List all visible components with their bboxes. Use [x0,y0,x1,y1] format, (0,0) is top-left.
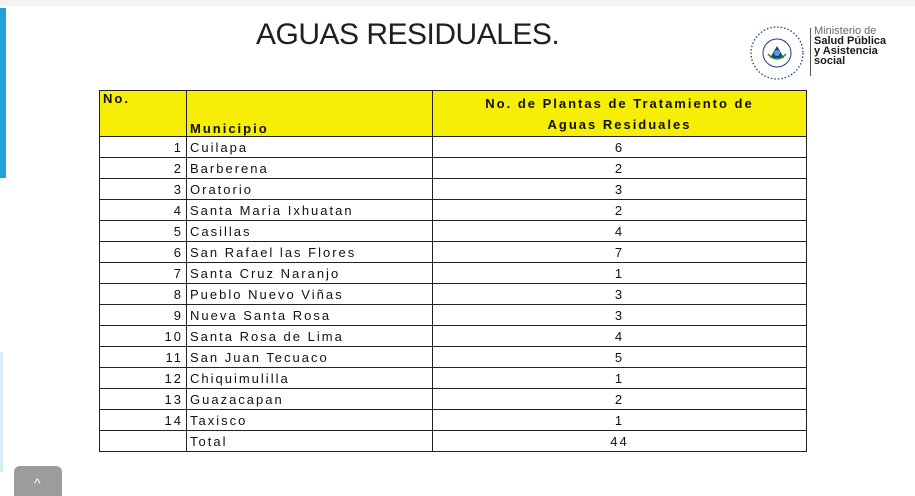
row-municipio: Oratorio [187,179,433,200]
row-municipio: San Juan Tecuaco [187,347,433,368]
row-number: 1 [100,137,187,158]
table-row [100,263,807,284]
ministry-name [814,26,886,66]
table-body [100,137,807,452]
header-plants [433,91,807,137]
table-row [100,410,807,431]
top-edge [0,0,915,6]
row-municipio: San Rafael las Flores [187,242,433,263]
row-number: 13 [100,389,187,410]
row-plant-count: 6 [433,137,807,158]
table-row [100,221,807,242]
row-number: 9 [100,305,187,326]
table-row [100,347,807,368]
ministry-line-2: Salud Pública [814,35,887,47]
row-number: 7 [100,263,187,284]
header-plants-line-1: No. de Plantas de Tratamiento de [485,95,754,111]
chevron-up-icon: ^ [34,475,41,491]
row-plant-count: 5 [433,347,807,368]
row-number: 5 [100,221,187,242]
table-row [100,137,807,158]
row-municipio: Santa Maria Ixhuatan [187,200,433,221]
total-empty-cell [100,431,187,452]
row-plant-count: 4 [433,326,807,347]
row-municipio: Guazacapan [187,389,433,410]
accent-bar [0,8,6,178]
total-label: Total [187,431,433,452]
total-row [100,431,807,452]
wastewater-table [99,90,807,452]
table-row [100,284,807,305]
table-row [100,242,807,263]
row-municipio: Barberena [187,158,433,179]
table-row [100,200,807,221]
ministry-line-4: social [814,55,846,67]
table-row [100,158,807,179]
row-number: 2 [100,158,187,179]
row-plant-count: 1 [433,263,807,284]
row-plant-count: 3 [433,305,807,326]
row-plant-count: 3 [433,179,807,200]
row-number: 10 [100,326,187,347]
row-municipio: Santa Cruz Naranjo [187,263,433,284]
row-number: 3 [100,179,187,200]
row-municipio: Nueva Santa Rosa [187,305,433,326]
row-municipio: Cuilapa [187,137,433,158]
table-row [100,179,807,200]
table-row [100,326,807,347]
header-plants-line-2: Aguas Residuales [547,116,692,132]
row-municipio: Santa Rosa de Lima [187,326,433,347]
ministry-line-1: Ministerio de [814,25,877,37]
table-row [100,389,807,410]
table-row [100,368,807,389]
row-number: 8 [100,284,187,305]
row-number: 11 [100,347,187,368]
row-plant-count: 7 [433,242,807,263]
row-plant-count: 1 [433,368,807,389]
header-municipio: Municipio [187,91,433,137]
row-number: 4 [100,200,187,221]
row-municipio: Casillas [187,221,433,242]
row-municipio: Pueblo Nuevo Viñas [187,284,433,305]
logo-divider [810,28,811,76]
total-value: 44 [433,431,807,452]
table-row [100,305,807,326]
row-plant-count: 4 [433,221,807,242]
table-header-row [100,91,807,137]
row-plant-count: 1 [433,410,807,431]
row-number: 6 [100,242,187,263]
row-plant-count: 2 [433,389,807,410]
scroll-up-tab[interactable] [14,466,62,496]
accent-bar-lower [0,352,3,472]
ministry-line-3: y Asistencia [814,45,878,57]
row-plant-count: 2 [433,200,807,221]
page-title: AGUAS RESIDUALES. [256,18,560,51]
row-number: 12 [100,368,187,389]
row-plant-count: 2 [433,158,807,179]
ministry-logo [748,24,898,82]
guatemala-seal-icon [748,24,806,82]
row-plant-count: 3 [433,284,807,305]
row-municipio: Taxisco [187,410,433,431]
header-no: No. [100,91,187,137]
row-municipio: Chiquimulilla [187,368,433,389]
row-number: 14 [100,410,187,431]
